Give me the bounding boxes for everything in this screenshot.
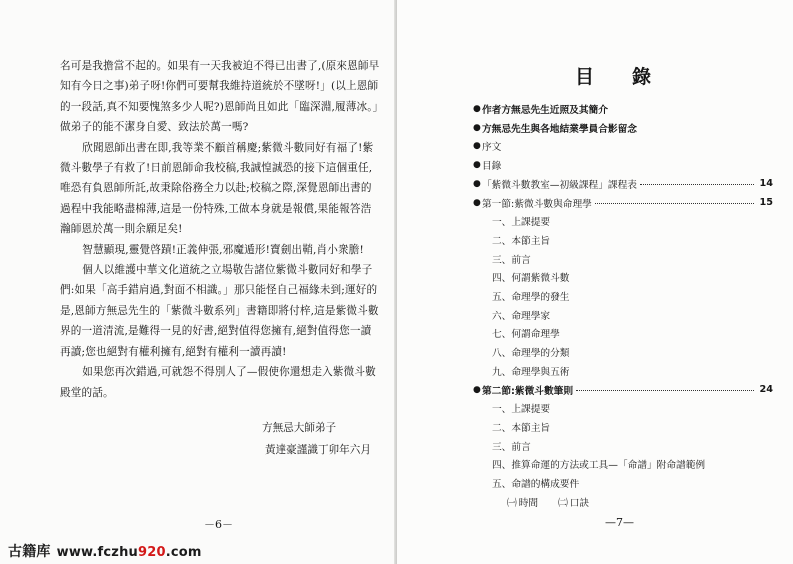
toc-entry-title: 方無忌先生與各地結業學員合影留念 bbox=[482, 123, 637, 135]
toc-entry bbox=[492, 474, 773, 492]
toc-sub-items bbox=[507, 495, 589, 509]
toc-entry-page: 14 bbox=[759, 178, 773, 190]
toc-entry bbox=[492, 250, 773, 268]
watermark-url-prefix: www.fczhu bbox=[56, 545, 138, 560]
toc-entry bbox=[492, 268, 773, 286]
toc-entry-page: 15 bbox=[759, 197, 773, 208]
toc-entry-title: 三、前言 bbox=[492, 254, 531, 266]
toc-entry bbox=[473, 381, 773, 399]
toc-entry-title: 「紫微斗數教室—初級課程」課程表 bbox=[482, 179, 637, 191]
toc-entry-title: 第二節:紫微斗數筆則 bbox=[482, 385, 574, 397]
watermark-url-number: 920 bbox=[137, 545, 166, 560]
toc-entry bbox=[473, 137, 773, 155]
paragraph-4: 個人以維護中華文化道統之立場敬告諸位紫微斗數同好和學子們:如果「高手錯肩過,對面不相識。」那只能怪自己福緣未到;運好的是,恩師方無忌先生的「紫微斗數系列」書籍即將付梓,這是紫微斗數界的一道清流,是難得一見的好書,絕對值得您擁有,絕對值得您一讀再讀;您也絕對有權利擁有,絕對有權利一讀再讀! bbox=[60, 264, 379, 358]
toc-entry-title: 六、命理學家 bbox=[492, 310, 551, 322]
toc-entry bbox=[492, 212, 773, 230]
toc-entry bbox=[492, 418, 773, 436]
bullet-icon: ● bbox=[473, 104, 481, 114]
toc-entry-title: 序文 bbox=[482, 142, 502, 154]
toc-entry bbox=[492, 231, 773, 249]
paragraph-2: 欣聞恩師出書在即,我等業不顧首稱慶;紫微斗數同好有福了!紫微斗數學子有救了!日前恩師命我校稿,我誠惶誠恐的接下這個重任,唯恐有負恩師所託,故秉除俗務全力以赴;校稿之際,深覺恩師出書的過程中我能略盡棉薄,這是一份特殊,工做本身就是報償,果能報答浩瀚師恩於萬一則余願足矣! bbox=[60, 141, 374, 236]
toc-entry-title: 目錄 bbox=[482, 161, 502, 173]
watermark-brand: 古籍库 bbox=[8, 544, 51, 560]
toc-entry-title: 五、命譜的構成要件 bbox=[492, 479, 580, 490]
toc-entry-title: 四、推算命運的方法或工具—「命譜」附命譜範例 bbox=[492, 460, 706, 472]
toc-entry-title: 八、命理學的分類 bbox=[492, 348, 570, 360]
toc-entry-title: 四、何謂紫微斗數 bbox=[492, 273, 570, 285]
left-page-number: －6－ bbox=[204, 518, 233, 531]
paragraph-1: 名可是我擔當不起的。如果有一天我被迫不得已出書了,(原來恩師早知有今日之事)弟子呀!你們可要幫我維持道統於不墜呀!」(以上恩師的一段話,真不知要愧煞多少人呢?)恩師尚且如此「臨深淵,履薄冰。」做弟子的能不潔身自愛、致法於萬一嗎? bbox=[60, 60, 380, 134]
bullet-icon: ● bbox=[473, 197, 481, 208]
toc-entry bbox=[492, 324, 773, 342]
toc-entry-title: 一、上課提要 bbox=[492, 404, 551, 416]
paragraph-5: 如果您再次錯過,可就怨不得別人了—假使你還想走入紫微斗數殿堂的話。 bbox=[60, 366, 376, 399]
toc-sub-item bbox=[507, 495, 538, 509]
toc-sub-item bbox=[558, 495, 589, 509]
bullet-icon: ● bbox=[473, 141, 481, 152]
left-page bbox=[0, 0, 396, 564]
toc-title: 目錄 bbox=[575, 66, 690, 88]
toc-entry bbox=[473, 100, 773, 118]
toc-entry-title: 九、命理學與五術 bbox=[492, 366, 570, 378]
signature-name-date: 黃達豪謹識丁卯年六月 bbox=[265, 444, 371, 456]
toc-entry bbox=[492, 306, 773, 324]
sub-item-text: 時間 bbox=[518, 497, 539, 509]
toc-entry-title: 二、本節主旨 bbox=[492, 422, 551, 434]
bullet-icon: ● bbox=[473, 178, 481, 189]
toc-entry-title: 第一節:紫微斗數與命理學 bbox=[482, 198, 592, 210]
site-watermark bbox=[8, 541, 202, 561]
toc-entry-page: 24 bbox=[759, 384, 773, 395]
toc-entry-title: 五、命理學的發生 bbox=[492, 292, 570, 303]
left-page-text bbox=[60, 56, 380, 403]
right-page bbox=[397, 0, 793, 564]
right-page-number: —7— bbox=[605, 516, 634, 529]
sub-item-marker: ㈠ bbox=[507, 497, 517, 509]
sub-item-text: 口訣 bbox=[569, 497, 590, 509]
toc-entry bbox=[492, 455, 773, 473]
toc-entry-title: 三、前言 bbox=[492, 441, 531, 453]
toc-entry bbox=[473, 156, 773, 174]
toc-entry bbox=[492, 399, 773, 417]
bullet-icon: ● bbox=[473, 384, 481, 395]
dot-leader bbox=[576, 389, 754, 391]
bullet-icon: ● bbox=[473, 160, 481, 171]
dot-leader bbox=[595, 202, 754, 204]
bullet-icon: ● bbox=[473, 122, 481, 133]
toc-entry-title: 一、上課提要 bbox=[492, 217, 551, 229]
toc-entry bbox=[492, 343, 773, 361]
paragraph-3: 智慧顯現,靈覺啓蹟!正義伸張,邪魔遁形!寶劍出鞘,肖小衆膽! bbox=[82, 243, 364, 256]
toc-entry bbox=[473, 175, 773, 193]
signature-role: 方無忌大師弟子 bbox=[262, 422, 337, 434]
sub-item-marker: ㈡ bbox=[558, 497, 568, 509]
dot-leader bbox=[640, 183, 754, 185]
toc-entry bbox=[473, 119, 773, 137]
toc-entry bbox=[473, 194, 773, 212]
toc-entry bbox=[492, 437, 773, 455]
toc-entry bbox=[492, 287, 773, 305]
toc-entry-title: 二、本節主旨 bbox=[492, 235, 551, 247]
toc-entry-title: 七、何謂命理學 bbox=[492, 329, 560, 341]
toc-entry bbox=[492, 362, 773, 380]
watermark-url-suffix: .com bbox=[165, 545, 202, 560]
toc-entry-title: 作者方無忌先生近照及其簡介 bbox=[482, 105, 608, 116]
